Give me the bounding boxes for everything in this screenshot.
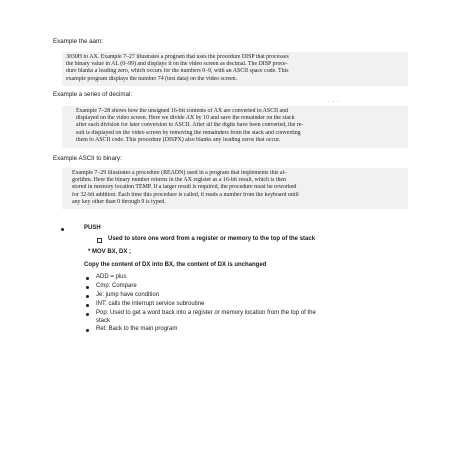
list-item-ret: Ret: Back to the main program [96,326,178,332]
list-item-pop: Pop: Used to get a word back into a register or memory location from the top of the [96,310,316,316]
copy-line: Copy the content of DX into BX, the content of DX is unchanged [84,262,267,268]
list-item-pop-continued: stack [96,318,111,324]
bullet-icon [61,228,64,231]
excerpt-line: dure blanks a leading zero, which occurs for the numbers 0–9, with an ASCII space code. This [66,68,289,75]
excerpt-ascii-to-binary [62,168,408,209]
section-heading-aam: Example the aam: [53,38,103,45]
excerpt-decimal [62,106,408,148]
bullet-icon [86,277,89,280]
push-title: PUSH [84,225,101,231]
checkbox-icon [97,238,102,243]
excerpt-line: 3030H to AX. Example 7–27 illustrates a program that uses the procedure DISP that processes [66,54,289,60]
list-item-je: Je: jump have condition [96,292,160,298]
excerpt-line: displayed on the video screen. Here we divide AX by 10 and save the remainder on the stack [76,115,295,122]
list-item-int: INT: calls the interrupt service subroutine [96,301,205,307]
excerpt-aam [62,52,408,86]
section-heading-ascii-to-binary: Example ASCII to binary: [53,155,122,162]
excerpt-line: example program displays the number 74 (test data) on the video screen. [66,75,238,82]
push-description: Used to store one word from a register or memory to the top of the stack [108,236,316,242]
section-heading-decimal: Example a series of decimal: [53,91,133,98]
list-item-add: ADD = plus [96,274,127,280]
list-item-cmp: Cmp: Compare [96,283,137,289]
bullet-icon [86,304,89,307]
bullet-icon [86,295,89,298]
dots-decoration: . . . [328,99,340,104]
excerpt-line: Example 7–29 illustrates a procedure (READN) used in a program that implements this al- [72,170,287,176]
bullet-icon [86,286,89,289]
bullet-icon [86,329,89,332]
mov-line: * MOV BX, DX ; [88,249,132,255]
excerpt-line: after each division for later conversion to ASCII. After all the digits have been converted, the re- [76,122,304,129]
excerpt-line: for 32-bit addition. Each time this procedure is called, it reads a number from the keyboard until [72,191,299,198]
bullet-icon [86,313,89,316]
excerpt-line: Example 7–28 shows how the unsigned 16-bit contents of AX are converted to ASCII and [76,108,289,114]
excerpt-line: sult is displayed on the video screen by removing the remainders from the stack and converting [76,129,301,136]
excerpt-line: the binary value in AL (0–99) and displays it on the video screen as decimal. The DISP proce- [66,61,288,68]
excerpt-line: gorithm. Here the binary number returns in the AX register as a 16-bit result, which is then [72,177,286,184]
excerpt-line: stored in memory location TEMP. If a larger result is required, the procedure must be reworked [72,184,297,191]
excerpt-line: any key other than 0 through 9 is typed. [72,198,166,205]
excerpt-line: them to ASCII code. This procedure (DISPX) also blanks any leading zeros that occur. [76,136,281,143]
